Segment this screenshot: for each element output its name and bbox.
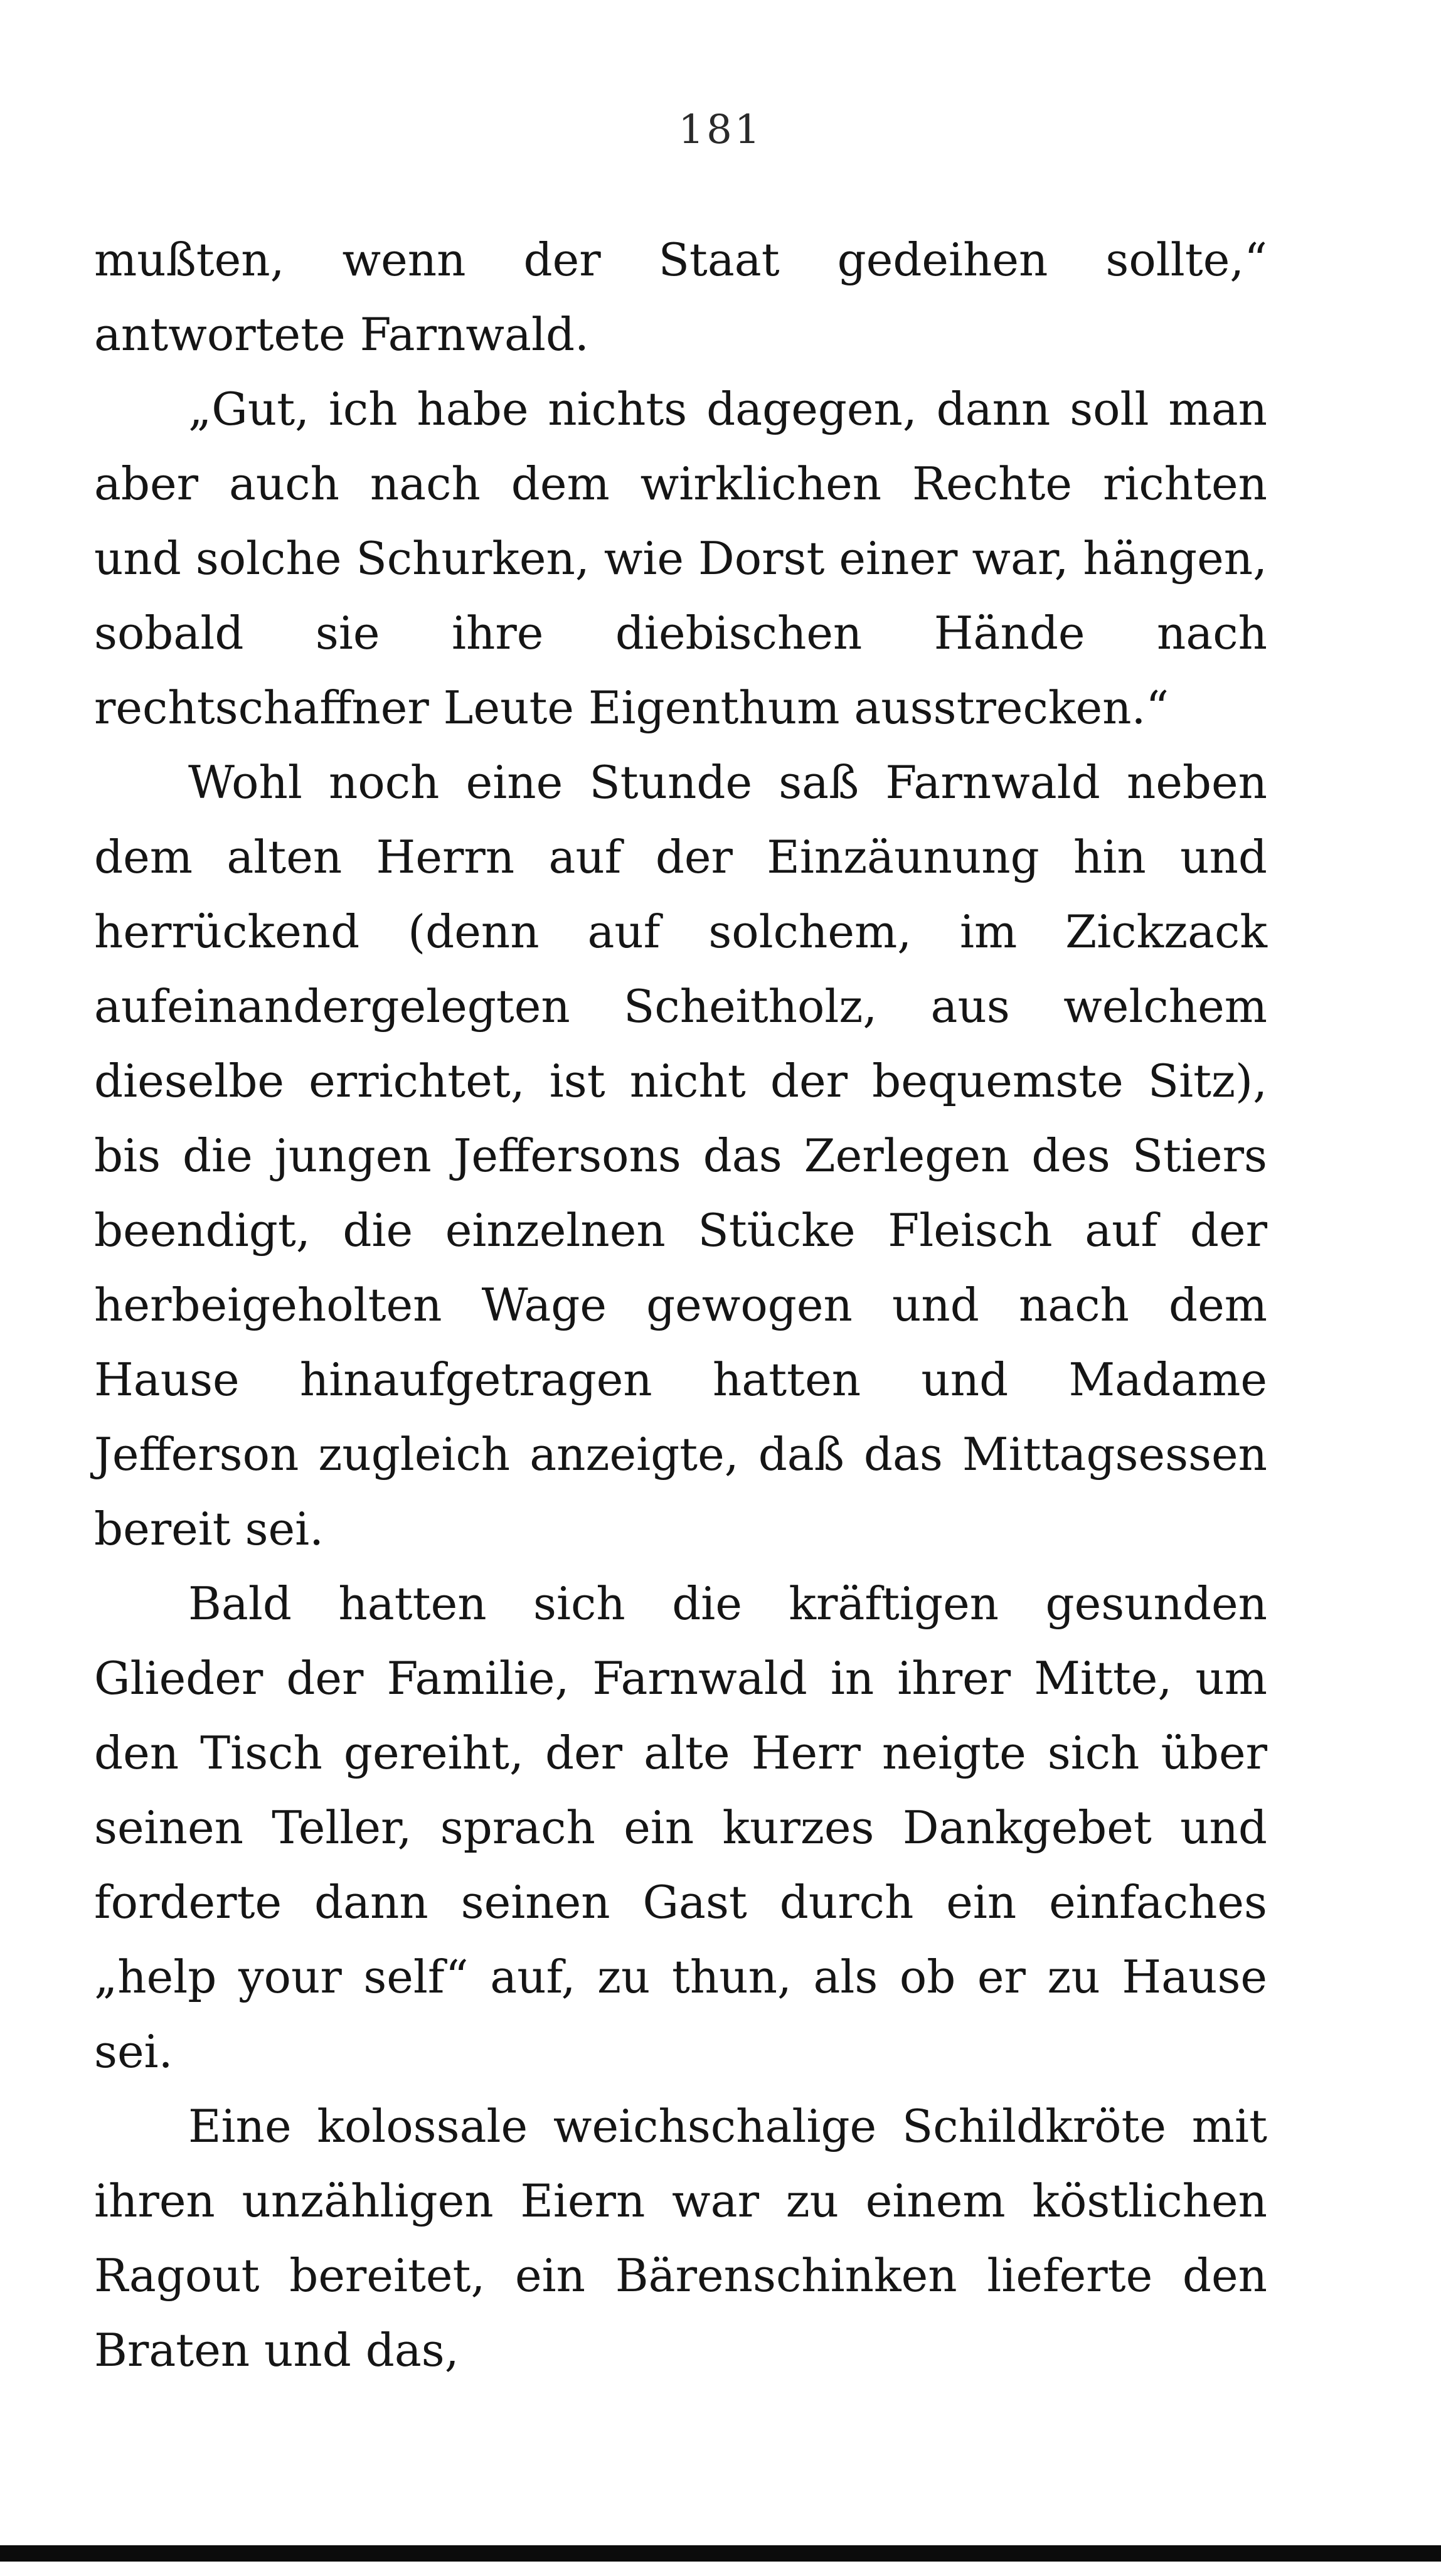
paragraph-4: Bald hatten sich die kräftigen gesunden Glieder der Familie, Farnwald in ihrer Mitte, um den Tisch gereiht, der alte Herr neigte sich über seinen Teller, sprach ein kurzes Dankgebet und forderte dann seinen Gast durch ein einfaches „help your self“ auf, zu thun, als ob er zu Hause sei. xyxy=(94,1577,1267,2078)
bottom-border-rule xyxy=(0,2545,1441,2562)
paragraph-1: mußten, wenn der Staat gedeihen sollte,“ antwortete Farnwald. xyxy=(94,233,1267,361)
paragraph-5: Eine kolossale weichschalige Schildkröte mit ihren unzähligen Eiern war zu einem köstlichen Ragout bereitet, ein Bärenschinken lieferte den Braten und das, xyxy=(94,2100,1267,2376)
body-text xyxy=(94,223,1267,2388)
paragraph-3: Wohl noch eine Stunde saß Farnwald neben dem alten Herrn auf der Einzäunung hin und herrückend (denn auf solchem, im Zickzack aufeinandergelegten Scheitholz, aus welchem dieselbe errichtet, ist nicht der bequemste Sitz), bis die jungen Jeffersons das Zerlegen des Stiers beendigt, die einzelnen Stücke Fleisch auf der herbeigeholten Wage gewogen und nach dem Hause hinaufgetragen hatten und Madame Jefferson zugleich anzeigte, daß das Mittagsessen bereit sei. xyxy=(94,756,1267,1555)
page-number: 181 xyxy=(678,107,763,153)
paragraph-2: „Gut, ich habe nichts dagegen, dann soll man aber auch nach dem wirklichen Rechte richten und solche Schurken, wie Dorst einer war, hängen, sobald sie ihre diebischen Hände nach rechtschaffner Leute Eigenthum ausstrecken.“ xyxy=(94,383,1267,734)
